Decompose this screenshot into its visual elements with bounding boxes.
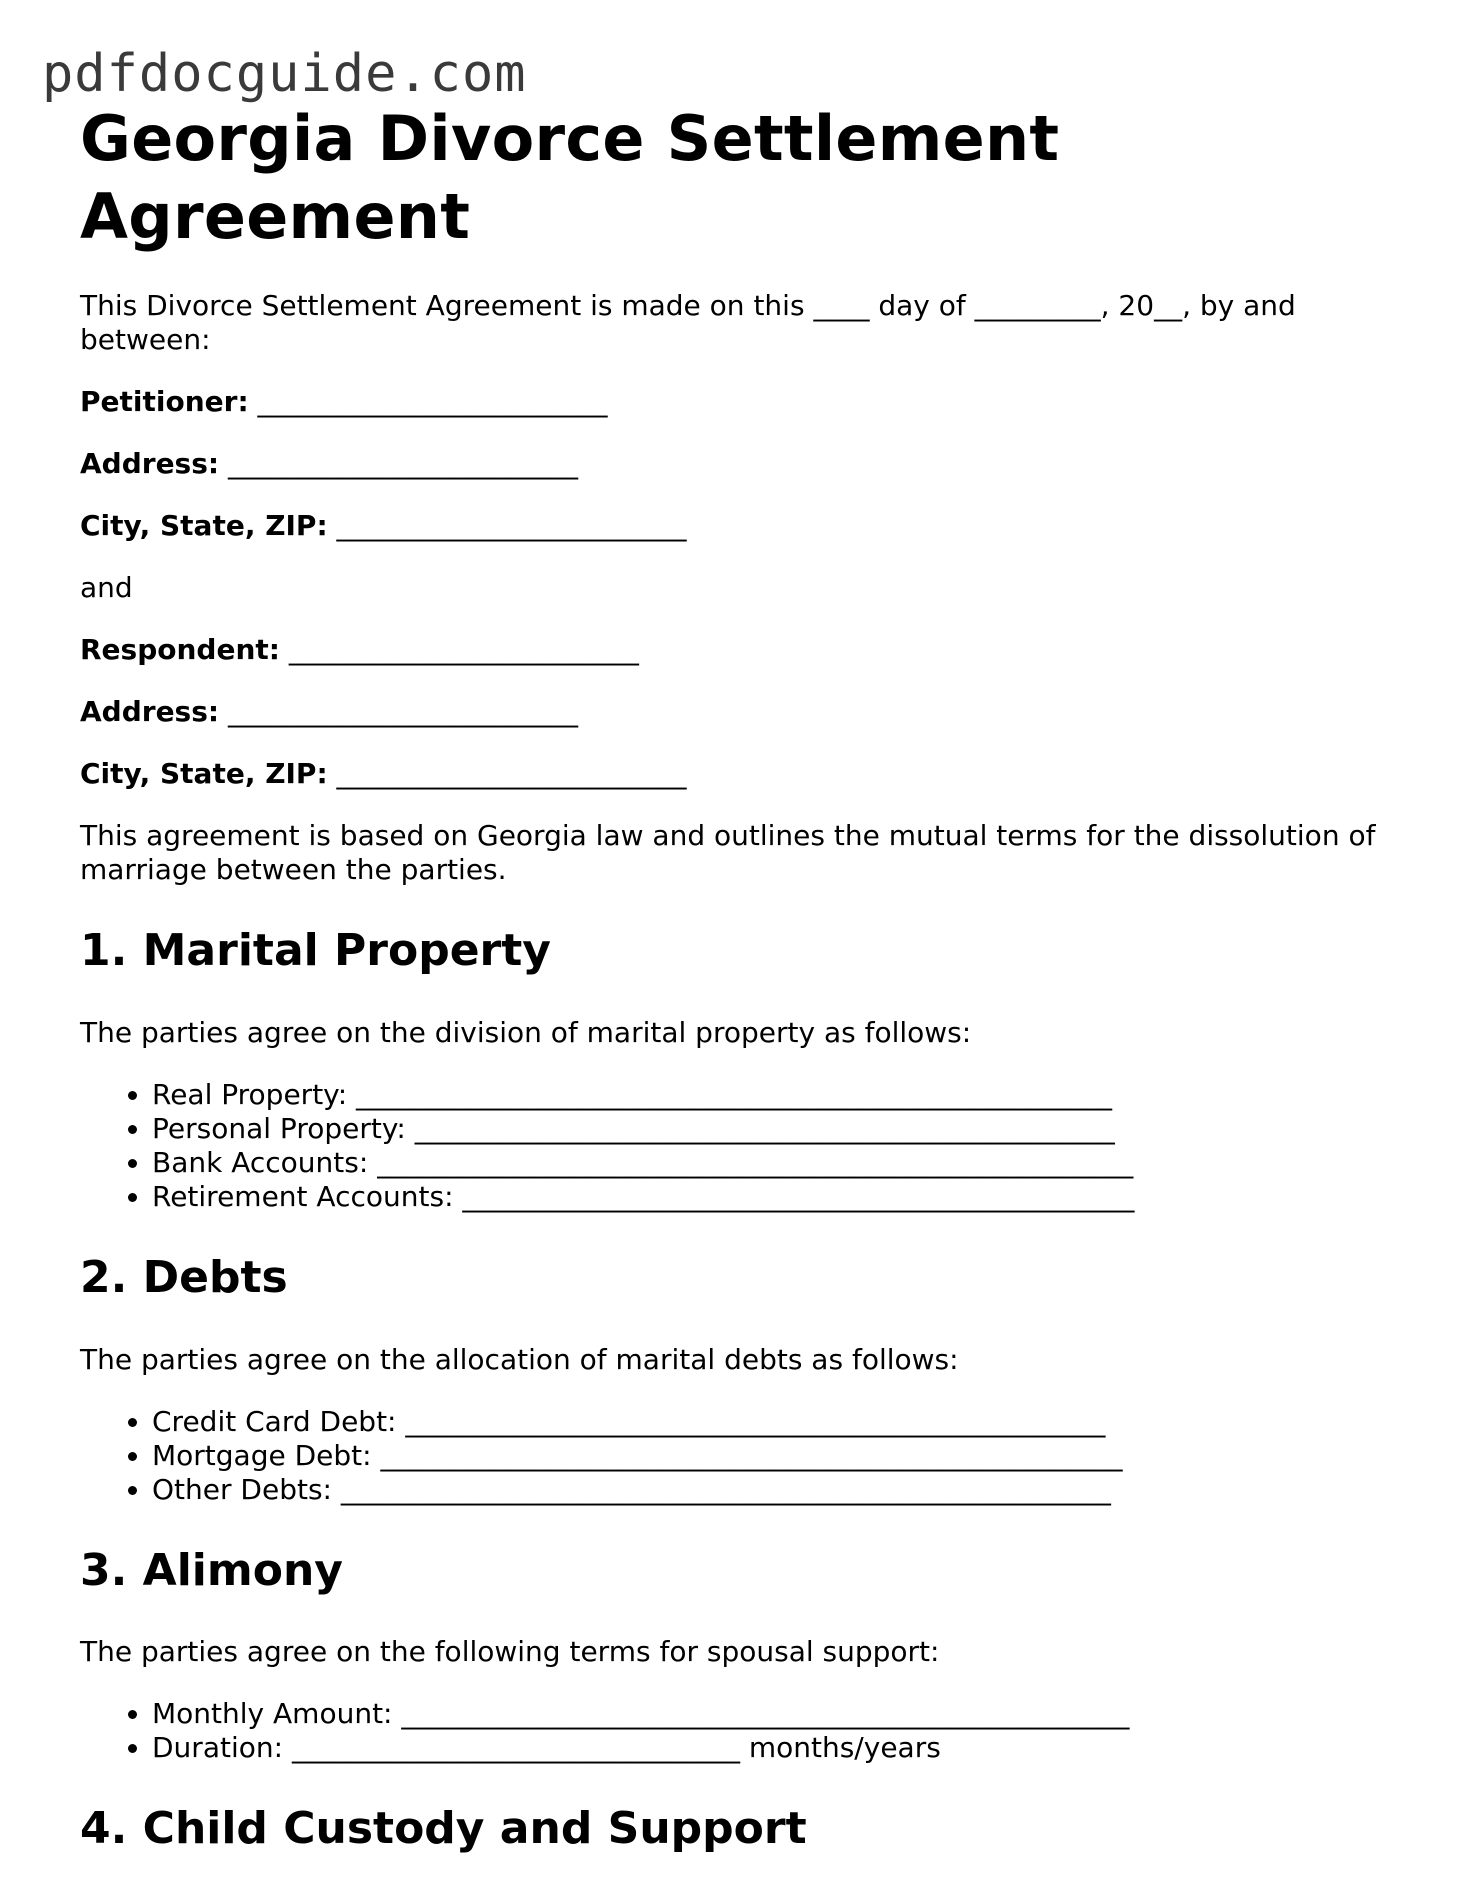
section-heading-child-custody: 4. Child Custody and Support [80, 1803, 807, 1855]
petitioner-city-label: City, State, ZIP: [80, 509, 328, 542]
petitioner-address-blank: _________________________ [219, 447, 578, 480]
marital-property-list [80, 1078, 1400, 1214]
respondent-city-field [80, 757, 1400, 791]
petitioner-blank: _________________________ [248, 385, 608, 418]
basis-paragraph: This agreement is based on Georgia law and outlines the mutual terms for the dissolution of marriage between the parties. [80, 819, 1376, 886]
list-item: • Real Property: ______________________________________________________ [152, 1078, 1400, 1112]
document-title: Georgia Divorce Settlement Agreement [80, 102, 1060, 253]
list-item: • Credit Card Debt: __________________________________________________ [152, 1405, 1400, 1439]
list-item: • Other Debts: _______________________________________________________ [152, 1473, 1400, 1507]
list-item: • Monthly Amount: ____________________________________________________ [152, 1697, 1400, 1731]
list-item: • Personal Property: __________________________________________________ [152, 1112, 1400, 1146]
respondent-address-blank: _________________________ [219, 695, 578, 728]
petitioner-address-label: Address: [80, 447, 220, 480]
debts-list [80, 1405, 1400, 1507]
respondent-address-field [80, 695, 1400, 729]
alimony-list [80, 1697, 1400, 1765]
list-item: • Mortgage Debt: _____________________________________________________ [152, 1439, 1400, 1473]
petitioner-label: Petitioner: [80, 385, 249, 418]
section-heading-debts: 2. Debts [80, 1251, 288, 1303]
list-item: • Bank Accounts: ______________________________________________________ [152, 1146, 1400, 1180]
section-lead-alimony: The parties agree on the following terms for spousal support: [80, 1635, 940, 1669]
petitioner-field [80, 385, 1400, 419]
list-item: • Duration: ________________________________ months/years [152, 1731, 1400, 1765]
section-lead-marital-property: The parties agree on the division of marital property as follows: [80, 1015, 972, 1049]
document [80, 100, 1400, 1856]
respondent-blank: _________________________ [279, 633, 639, 666]
watermark: pdfdocguide.com [42, 44, 527, 104]
respondent-address-label: Address: [80, 695, 220, 728]
section-lead-debts: The parties agree on the allocation of marital debts as follows: [80, 1342, 959, 1376]
intro-paragraph: This Divorce Settlement Agreement is made on this ____ day of _________, 20__, by and between: [80, 289, 1296, 356]
section-heading-alimony: 3. Alimony [80, 1544, 343, 1596]
respondent-field [80, 633, 1400, 667]
petitioner-address-field [80, 447, 1400, 481]
section-heading-marital-property: 1. Marital Property [80, 925, 551, 976]
respondent-city-blank: _________________________ [327, 757, 687, 790]
respondent-label: Respondent: [80, 633, 280, 666]
petitioner-city-blank: _________________________ [327, 509, 687, 542]
and-text: and [80, 571, 133, 604]
list-item: • Retirement Accounts: ________________________________________________ [152, 1180, 1400, 1214]
respondent-city-label: City, State, ZIP: [80, 757, 328, 790]
petitioner-city-field [80, 509, 1400, 543]
